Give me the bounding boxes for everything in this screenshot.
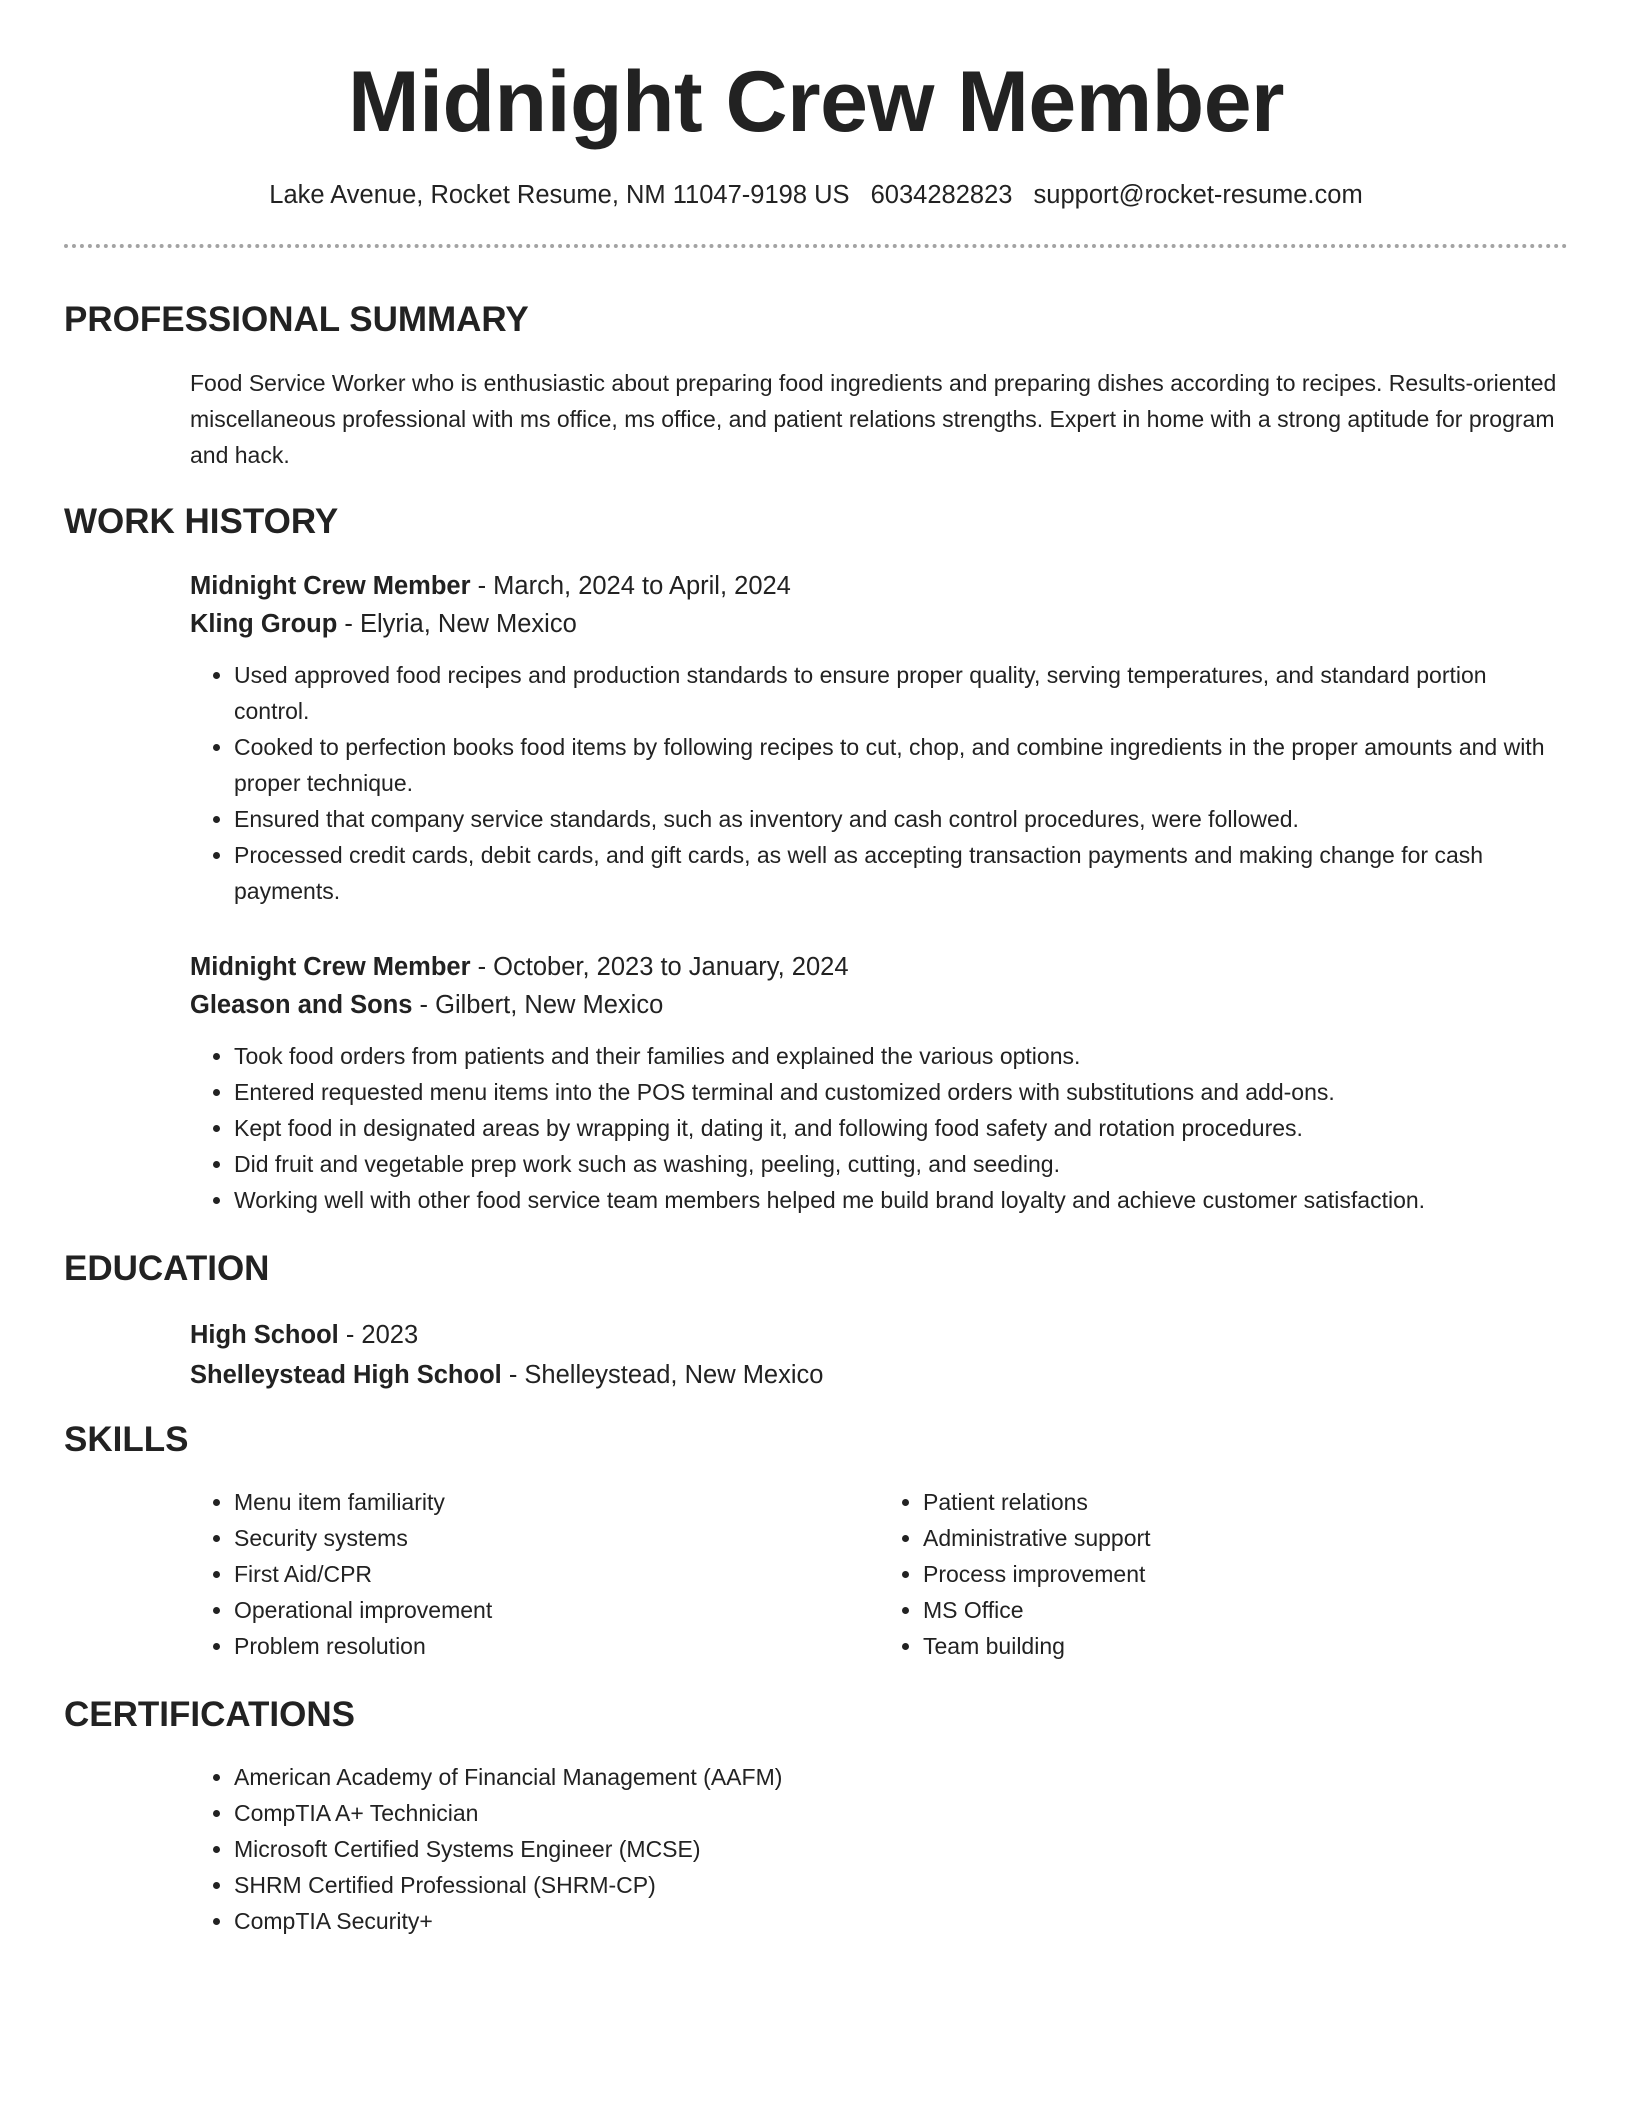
- contact-line: [64, 178, 1568, 212]
- list-item: • Kept food in designated areas by wrapping it, dating it, and following food safety and rotation procedures.: [234, 1110, 1568, 1146]
- list-item: • Cooked to perfection books food items by following recipes to cut, chop, and combine ingredients in the proper amounts and with proper technique.: [234, 729, 1568, 801]
- job-title-line: [190, 567, 1568, 605]
- job-dates: - October, 2023 to January, 2024: [470, 953, 849, 981]
- skill-item: • First Aid/CPR: [234, 1556, 879, 1592]
- list-item: • Entered requested menu items into the POS terminal and customized orders with substitutions and add-ons.: [234, 1074, 1568, 1110]
- certifications-block: [190, 1759, 1568, 1939]
- candidate-name: Midnight Crew Member: [347, 54, 1285, 150]
- skill-item: • Patient relations: [923, 1484, 1568, 1520]
- job-role: Midnight Crew Member: [190, 572, 471, 600]
- skill-item: • Operational improvement: [234, 1592, 879, 1628]
- skill-item: • Administrative support: [923, 1520, 1568, 1556]
- job-dates: - March, 2024 to April, 2024: [470, 572, 791, 600]
- certification-item: • SHRM Certified Professional (SHRM-CP): [234, 1867, 1568, 1903]
- education-degree: High School: [190, 1321, 339, 1349]
- skills-list-right: [879, 1484, 1568, 1664]
- education-entry: [190, 1315, 1568, 1395]
- list-item: • Used approved food recipes and production standards to ensure proper quality, serving temperatures, and standard portion control.: [234, 657, 1568, 729]
- contact-address: Lake Avenue, Rocket Resume, NM 11047-9198 US: [269, 181, 850, 209]
- job-company-line: [190, 605, 1568, 643]
- summary-text: Food Service Worker who is enthusiastic about preparing food ingredients and preparing dishes according to recipes. Results-oriented miscellaneous professional with ms office, ms office, and patient relations strengths. Expert in home with a strong aptitude for program and hack.: [190, 370, 1557, 468]
- skill-item: • Security systems: [234, 1520, 879, 1556]
- education-year: - 2023: [338, 1321, 419, 1349]
- header-divider: [64, 244, 1568, 248]
- job-company-line: [190, 986, 1568, 1024]
- job-bullets: [190, 657, 1568, 909]
- job-entry: [190, 567, 1568, 909]
- section-title-summary: PROFESSIONAL SUMMARY: [64, 300, 529, 339]
- skill-item: • Menu item familiarity: [234, 1484, 879, 1520]
- skills-columns: [190, 1484, 1568, 1664]
- education-school: Shelleystead High School: [190, 1361, 502, 1389]
- contact-email: support@rocket-resume.com: [1033, 181, 1363, 209]
- list-item: • Did fruit and vegetable prep work such as washing, peeling, cutting, and seeding.: [234, 1146, 1568, 1182]
- education-degree-line: [190, 1315, 1568, 1355]
- job-entry: [190, 948, 1568, 1218]
- section-title-education: EDUCATION: [64, 1249, 270, 1288]
- certification-item: • CompTIA Security+: [234, 1903, 1568, 1939]
- certifications-list: [190, 1759, 1568, 1939]
- summary-block: [190, 365, 1568, 473]
- list-item: • Took food orders from patients and their families and explained the various options.: [234, 1038, 1568, 1074]
- certification-item: • Microsoft Certified Systems Engineer (MCSE): [234, 1831, 1568, 1867]
- certification-item: • American Academy of Financial Management (AAFM): [234, 1759, 1568, 1795]
- job-company: Gleason and Sons: [190, 991, 413, 1019]
- resume-page: [64, 0, 1568, 248]
- job-bullets: [190, 1038, 1568, 1218]
- skill-item: • MS Office: [923, 1592, 1568, 1628]
- contact-phone: 6034282823: [870, 181, 1013, 209]
- skills-block: [190, 1484, 1568, 1664]
- section-title-work-history: WORK HISTORY: [64, 502, 339, 541]
- certification-item: • CompTIA A+ Technician: [234, 1795, 1568, 1831]
- list-item: • Processed credit cards, debit cards, and gift cards, as well as accepting transaction payments and making change for cash payments.: [234, 837, 1568, 909]
- education-location: - Shelleystead, New Mexico: [501, 1361, 824, 1389]
- section-title-skills: SKILLS: [64, 1420, 189, 1459]
- education-school-line: [190, 1355, 1568, 1395]
- skill-item: • Process improvement: [923, 1556, 1568, 1592]
- job-location: - Gilbert, New Mexico: [412, 991, 664, 1019]
- section-title-certifications: CERTIFICATIONS: [64, 1695, 356, 1734]
- job-title-line: [190, 948, 1568, 986]
- skill-item: • Team building: [923, 1628, 1568, 1664]
- job-role: Midnight Crew Member: [190, 953, 471, 981]
- job-location: - Elyria, New Mexico: [337, 610, 577, 638]
- list-item: • Ensured that company service standards, such as inventory and cash control procedures, were followed.: [234, 801, 1568, 837]
- job-company: Kling Group: [190, 610, 338, 638]
- skill-item: • Problem resolution: [234, 1628, 879, 1664]
- skills-list-left: [190, 1484, 879, 1664]
- list-item: • Working well with other food service team members helped me build brand loyalty and achieve customer satisfaction.: [234, 1182, 1568, 1218]
